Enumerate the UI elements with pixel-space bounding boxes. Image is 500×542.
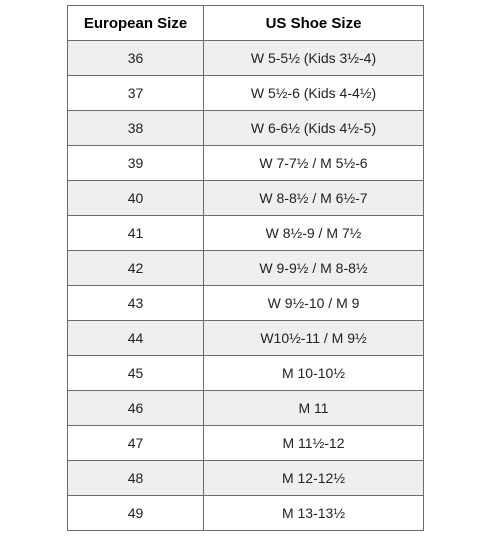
table-row [68,286,424,321]
european-size-cell: 43 [68,286,204,321]
european-size-cell: 46 [68,391,204,426]
table-row [68,391,424,426]
us-size-cell: M 13-13½ [204,496,424,531]
table-row [68,111,424,146]
table-header-row [68,6,424,41]
european-size-cell: 47 [68,426,204,461]
us-size-cell: W10½-11 / M 9½ [204,321,424,356]
us-size-cell: W 9½-10 / M 9 [204,286,424,321]
european-size-cell: 38 [68,111,204,146]
european-size-cell: 36 [68,41,204,76]
table-row [68,461,424,496]
table-row [68,496,424,531]
table-body [68,41,424,531]
european-size-cell: 41 [68,216,204,251]
us-size-cell: W 5-5½ (Kids 3½-4) [204,41,424,76]
european-size-cell: 44 [68,321,204,356]
column-header-us-shoe-size: US Shoe Size [204,6,424,41]
european-size-cell: 49 [68,496,204,531]
table-header [68,6,424,41]
us-size-cell: M 10-10½ [204,356,424,391]
table-row [68,41,424,76]
us-size-cell: M 11½-12 [204,426,424,461]
us-size-cell: W 8-8½ / M 6½-7 [204,181,424,216]
european-size-cell: 42 [68,251,204,286]
us-size-cell: M 11 [204,391,424,426]
european-size-cell: 37 [68,76,204,111]
table-row [68,181,424,216]
us-size-cell: W 8½-9 / M 7½ [204,216,424,251]
table-row [68,426,424,461]
table-row [68,216,424,251]
table-row [68,356,424,391]
us-size-cell: W 5½-6 (Kids 4-4½) [204,76,424,111]
european-size-cell: 45 [68,356,204,391]
us-size-cell: W 7-7½ / M 5½-6 [204,146,424,181]
european-size-cell: 39 [68,146,204,181]
us-size-cell: W 9-9½ / M 8-8½ [204,251,424,286]
table-row [68,251,424,286]
us-size-cell: W 6-6½ (Kids 4½-5) [204,111,424,146]
european-size-cell: 40 [68,181,204,216]
table-row [68,321,424,356]
european-size-cell: 48 [68,461,204,496]
table-row [68,146,424,181]
us-size-cell: M 12-12½ [204,461,424,496]
shoe-size-table [67,5,424,531]
table-row [68,76,424,111]
column-header-european-size: European Size [68,6,204,41]
